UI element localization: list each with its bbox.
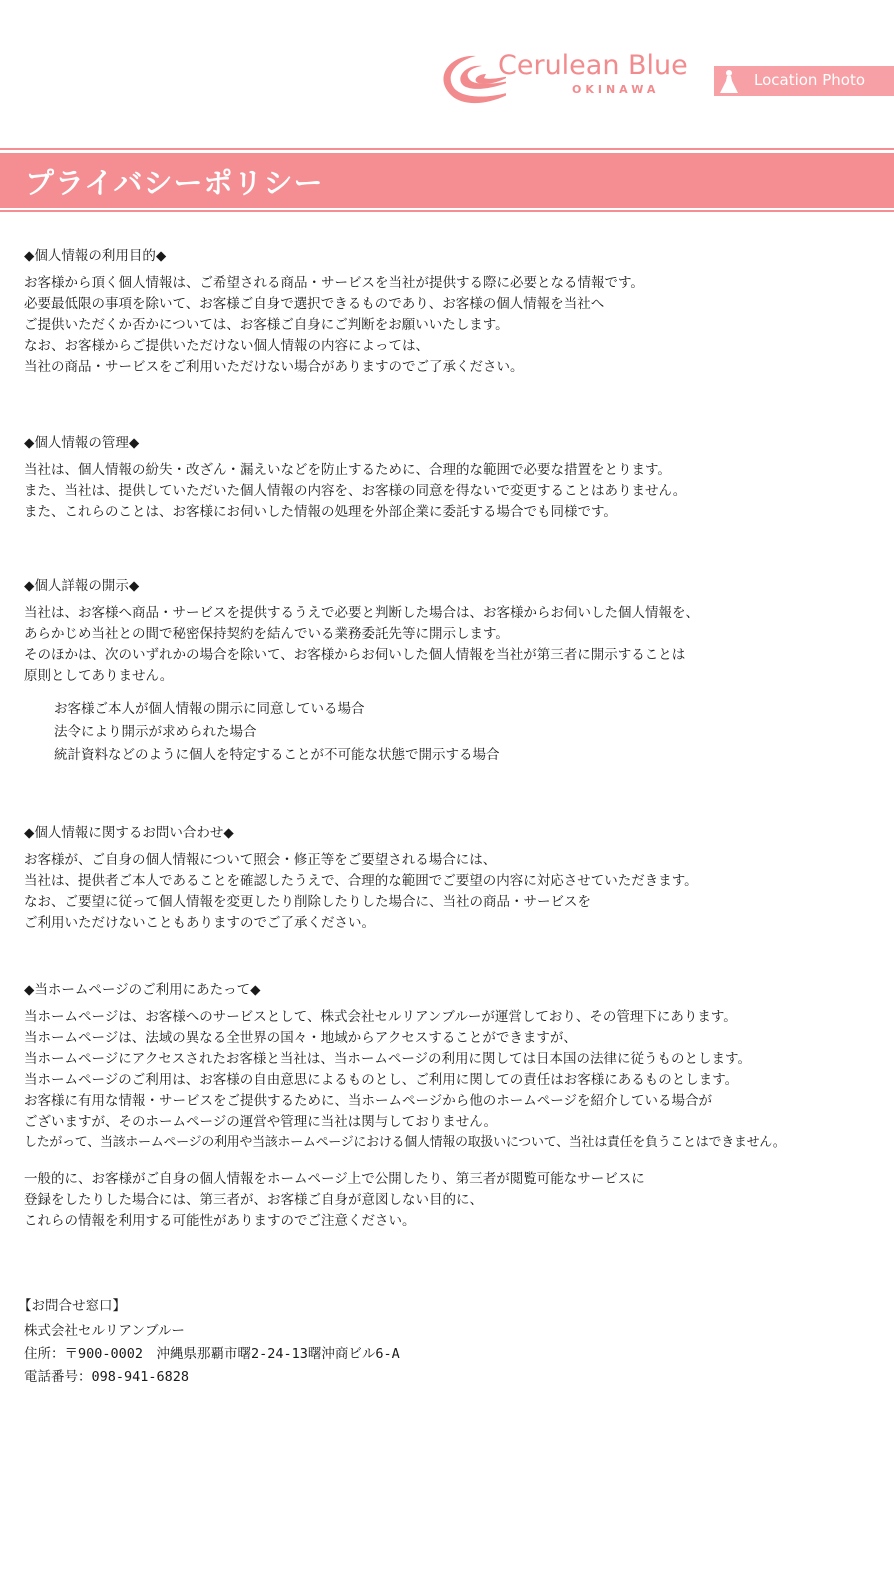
paragraph-line: お客様が、ご自身の個人情報について照会・修正等をご要望される場合には、 [24, 852, 497, 868]
paragraph-line: なお、お客様からご提供いただけない個人情報の内容によっては、 [24, 338, 429, 354]
paragraph-line: ご提供いただくか否かについては、お客様ご自身にご判断をお願いいたします。 [24, 317, 509, 333]
paragraph-line: また、当社は、提供していただいた個人情報の内容を、お客様の同意を得ないで変更することはありません。 [24, 483, 687, 499]
section-heading-purpose: ◆個人情報の利用目的◆ [24, 248, 167, 264]
paragraph-line: したがって、当該ホームページの利用や当該ホームページにおける個人情報の取扱いについて、当社は責任を負うことはできません。 [24, 1135, 786, 1150]
paragraph-line: 当ホームページにアクセスされたお客様と当社は、当ホームページの利用に関しては日本国の法律に従うものとします。 [24, 1051, 751, 1067]
brand-logo[interactable] [436, 50, 716, 110]
paragraph-line: 登録をしたりした場合には、第三者が、お客様ご自身が意図しない目的に、 [24, 1192, 483, 1208]
location-photo-label: Location Photo [754, 71, 865, 89]
paragraph-line: 当社は、個人情報の紛失・改ざん・漏えいなどを防止するために、合理的な範囲で必要な措置をとります。 [24, 462, 671, 478]
paragraph-line: あらかじめ当社との間で秘密保持契約を結んでいる業務委託先等に開示します。 [24, 626, 509, 642]
contact-phone: 電話番号：098-941-6828 [24, 1369, 190, 1385]
paragraph-line: ご利用いただけないこともありますのでご了承ください。 [24, 915, 375, 931]
banner-top-rule [0, 148, 894, 150]
bride-silhouette-icon [718, 69, 740, 93]
contact-heading: 【お問合せ窓口】 [18, 1298, 126, 1314]
logo-name: Cerulean Blue [498, 50, 688, 81]
paragraph-line: 原則としてありません。 [24, 668, 174, 684]
title-banner [0, 153, 894, 208]
paragraph-line: ございますが、そのホームページの運営や管理に当社は関与しておりません。 [24, 1114, 498, 1130]
section-heading-site-use: ◆当ホームページのご利用にあたって◆ [24, 982, 261, 998]
paragraph-line: 当ホームページは、お客様へのサービスとして、株式会社セルリアンブルーが運営しており、その管理下にあります。 [24, 1009, 737, 1025]
contact-address: 住所：〒900-0002 沖縄県那覇市曙2-24-13曙沖商ビル6-A [24, 1346, 400, 1362]
page-title: プライバシーポリシー [25, 166, 324, 200]
paragraph-line: これらの情報を利用する可能性がありますのでご注意ください。 [24, 1213, 416, 1229]
paragraph-line: 当社は、お客様へ商品・サービスを提供するうえで必要と判断した場合は、お客様からお伺いした個人情報を、 [24, 605, 699, 621]
paragraph-line: お客様に有用な情報・サービスをご提供するために、当ホームページから他のホームページを紹介している場合が [24, 1093, 712, 1109]
section-heading-management: ◆個人情報の管理◆ [24, 435, 140, 451]
paragraph-line: 当ホームページは、法域の異なる全世界の国々・地域からアクセスすることができますが、 [24, 1030, 577, 1046]
paragraph-line: 当社は、提供者ご本人であることを確認したうえで、合理的な範囲でご要望の内容に対応させていただきます。 [24, 873, 698, 889]
logo-subtitle: OKINAWA [572, 83, 660, 96]
paragraph-line: なお、ご要望に従って個人情報を変更したり削除したりした場合に、当社の商品・サービスを [24, 894, 591, 910]
section-heading-disclosure: ◆個人詳報の開示◆ [24, 578, 140, 594]
paragraph-line: 当ホームページのご利用は、お客様の自由意思によるものとし、ご利用に関しての責任はお客様にあるものとします。 [24, 1072, 739, 1088]
disclosure-case: 法令により開示が求められた場合 [54, 724, 257, 740]
paragraph-line: お客様から頂く個人情報は、ご希望される商品・サービスを当社が提供する際に必要となる情報です。 [24, 275, 644, 291]
section-heading-inquiry: ◆個人情報に関するお問い合わせ◆ [24, 825, 234, 841]
paragraph-line: 一般的に、お客様がご自身の個人情報をホームページ上で公開したり、第三者が閲覧可能なサービスに [24, 1171, 645, 1187]
location-photo-tab[interactable] [714, 66, 894, 96]
paragraph-line: 必要最低限の事項を除いて、お客様ご自身で選択できるものであり、お客様の個人情報を当社へ [24, 296, 605, 312]
wave-logo-icon [436, 50, 506, 110]
disclosure-case: お客様ご本人が個人情報の開示に同意している場合 [54, 701, 365, 717]
disclosure-case: 統計資料などのように個人を特定することが不可能な状態で開示する場合 [54, 747, 500, 763]
paragraph-line: また、これらのことは、お客様にお伺いした情報の処理を外部企業に委託する場合でも同様です。 [24, 504, 617, 520]
paragraph-line: そのほかは、次のいずれかの場合を除いて、お客様からお伺いした個人情報を当社が第三者に開示することは [24, 647, 686, 663]
banner-bottom-rule [0, 210, 894, 212]
contact-company: 株式会社セルリアンブルー [24, 1323, 185, 1339]
paragraph-line: 当社の商品・サービスをご利用いただけない場合がありますのでご了承ください。 [24, 359, 524, 375]
